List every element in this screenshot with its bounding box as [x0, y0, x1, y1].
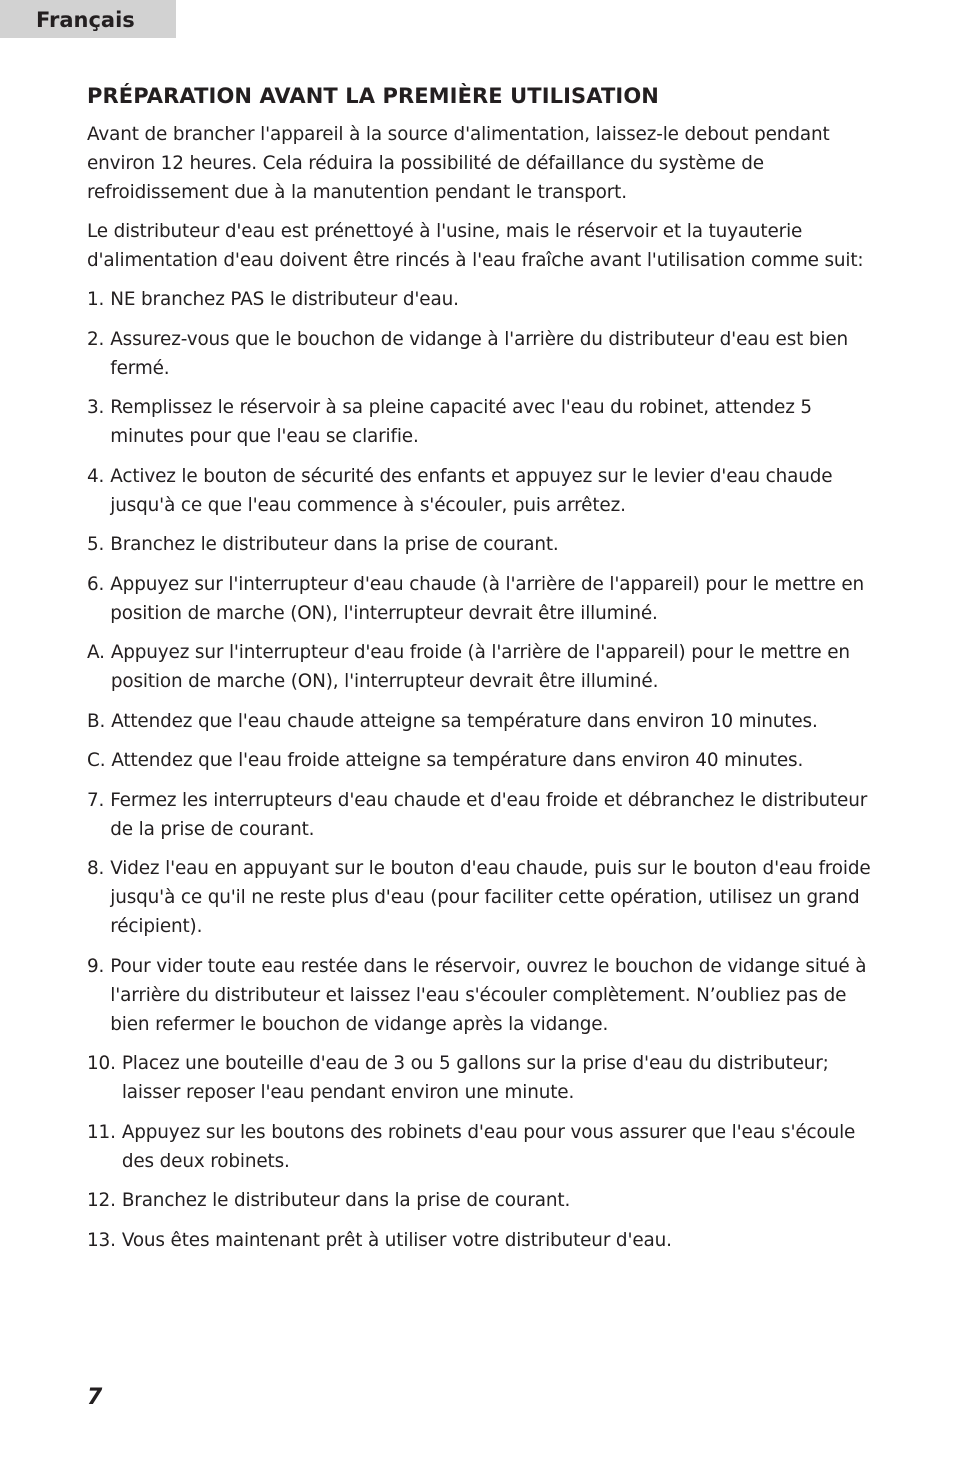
- intro-paragraph: Le distributeur d'eau est prénettoyé à l'usine, mais le réservoir et la tuyauterie d'alimentation d'eau doivent être rincés à l'eau fraîche avant l'utilisation comme suit:: [87, 221, 864, 271]
- main-content: [87, 82, 877, 1265]
- step-text: Assurez-vous que le bouchon de vidange à l'arrière du distributeur d'eau est bien fermé.: [110, 328, 849, 379]
- list-item: [87, 393, 877, 451]
- step-number: 4.: [87, 465, 105, 487]
- step-text: Videz l'eau en appuyant sur le bouton d'eau chaude, puis sur le bouton d'eau froide jusqu'à ce qu'il ne reste plus d'eau (pour faciliter cette opération, utilisez un grand récipient).: [110, 858, 871, 937]
- steps-list: [87, 285, 877, 1255]
- step-text: Pour vider toute eau restée dans le réservoir, ouvrez le bouchon de vidange situé à l'arrière du distributeur et laissez l'eau s'écouler complètement. N’oubliez pas de bien refermer le bouchon de vidange après la vidange.: [110, 955, 867, 1035]
- step-text: Attendez que l'eau chaude atteigne sa température dans environ 10 minutes.: [111, 710, 818, 732]
- list-item: [87, 530, 877, 559]
- step-number: 8.: [87, 858, 105, 879]
- step-number: 1.: [87, 289, 105, 310]
- step-number: 9.: [87, 955, 105, 977]
- intro-paragraph: Avant de brancher l'appareil à la source d'alimentation, laissez-le debout pendant environ 12 heures. Cela réduira la possibilité de défaillance du système de refroidissement due à la manutention pendant le transport.: [87, 124, 830, 203]
- step-number: 11.: [87, 1121, 116, 1143]
- step-text: NE branchez PAS le distributeur d'eau.: [110, 289, 459, 310]
- step-text: Vous êtes maintenant prêt à utiliser votre distributeur d'eau.: [121, 1229, 672, 1251]
- step-number: 13.: [87, 1229, 116, 1251]
- list-item: [87, 570, 877, 628]
- step-number: 2.: [87, 328, 105, 350]
- step-text: Appuyez sur les boutons des robinets d'eau pour vous assurer que l'eau s'écoule des deux robinets.: [121, 1121, 856, 1172]
- step-number: 3.: [87, 397, 105, 418]
- step-text: Placez une bouteille d'eau de 3 ou 5 gallons sur la prise d'eau du distributeur; laisser reposer l'eau pendant environ une minute.: [121, 1053, 829, 1103]
- language-tab: [0, 0, 176, 38]
- step-text: Fermez les interrupteurs d'eau chaude et d'eau froide et débranchez le distributeur de la prise de courant.: [110, 789, 868, 840]
- language-tab-label: Français: [36, 8, 135, 32]
- step-number: C.: [87, 750, 106, 771]
- step-text: Appuyez sur l'interrupteur d'eau chaude (à l'arrière de l'appareil) pour le mettre en position de marche (ON), l'interrupteur devrait être illuminé.: [110, 573, 864, 624]
- list-item: [87, 1186, 877, 1215]
- list-item: [87, 462, 877, 520]
- list-item: [87, 325, 877, 383]
- step-number: A.: [87, 642, 105, 663]
- step-text: Appuyez sur l'interrupteur d'eau froide (à l'arrière de l'appareil) pour le mettre en position de marche (ON), l'interrupteur devrait être illuminé.: [110, 642, 850, 692]
- list-item: [87, 854, 877, 941]
- step-number: 12.: [87, 1190, 116, 1211]
- step-number: 7.: [87, 789, 105, 811]
- list-item: [87, 786, 877, 844]
- list-item: [87, 746, 877, 775]
- section-title: PRÉPARATION AVANT LA PREMIÈRE UTILISATION: [87, 84, 659, 108]
- page-number: 7: [87, 1385, 103, 1410]
- step-text: Activez le bouton de sécurité des enfants et appuyez sur le levier d'eau chaude jusqu'à ce que l'eau commence à s'écouler, puis arrêtez.: [110, 465, 833, 516]
- step-number: B.: [87, 710, 106, 732]
- list-item: [87, 285, 877, 314]
- list-item: [87, 1118, 877, 1176]
- step-number: 6.: [87, 573, 105, 595]
- list-item: [87, 952, 877, 1039]
- step-text: Remplissez le réservoir à sa pleine capacité avec l'eau du robinet, attendez 5 minutes pour que l'eau se clarifie.: [110, 397, 812, 447]
- list-item: [87, 638, 877, 696]
- step-number: 10.: [87, 1053, 116, 1074]
- step-text: Branchez le distributeur dans la prise de courant.: [121, 1190, 571, 1211]
- step-text: Branchez le distributeur dans la prise de courant.: [110, 534, 559, 555]
- list-item: [87, 707, 877, 736]
- list-item: [87, 1049, 877, 1107]
- step-text: Attendez que l'eau froide atteigne sa température dans environ 40 minutes.: [111, 750, 804, 771]
- list-item: [87, 1226, 877, 1255]
- step-number: 5.: [87, 534, 105, 555]
